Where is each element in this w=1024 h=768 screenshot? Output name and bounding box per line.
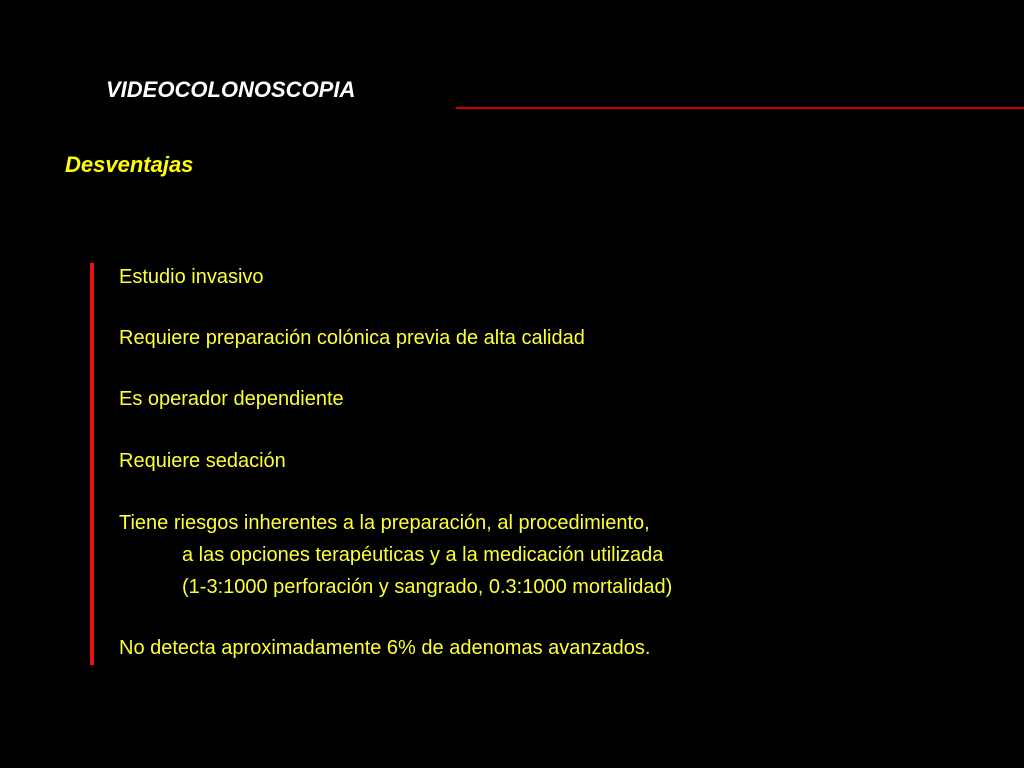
list-item-continuation: (1-3:1000 perforación y sangrado, 0.3:1000 mortalidad)	[182, 576, 673, 598]
slide-title: VIDEOCOLONOSCOPIA	[106, 77, 356, 102]
accent-vertical-bar	[90, 263, 94, 665]
list-item-text: Requiere preparación colónica previa de alta calidad	[119, 327, 585, 349]
list-item	[119, 507, 672, 603]
list-item-text: Es operador dependiente	[119, 388, 344, 410]
list-item-continuation: a las opciones terapéuticas y a la medicación utilizada	[182, 544, 664, 566]
list-item	[119, 261, 264, 293]
section-heading: Desventajas	[65, 152, 194, 177]
list-item	[119, 632, 650, 664]
title-underline-rule	[456, 107, 1024, 109]
list-item	[119, 383, 344, 415]
list-item-text: Estudio invasivo	[119, 266, 264, 288]
list-item-text: Requiere sedación	[119, 450, 286, 472]
list-item-text: Tiene riesgos inherentes a la preparación, al procedimiento,	[119, 512, 650, 534]
list-item	[119, 445, 286, 477]
list-item-text: No detecta aproximadamente 6% de adenomas avanzados.	[119, 637, 651, 659]
list-item	[119, 322, 585, 354]
